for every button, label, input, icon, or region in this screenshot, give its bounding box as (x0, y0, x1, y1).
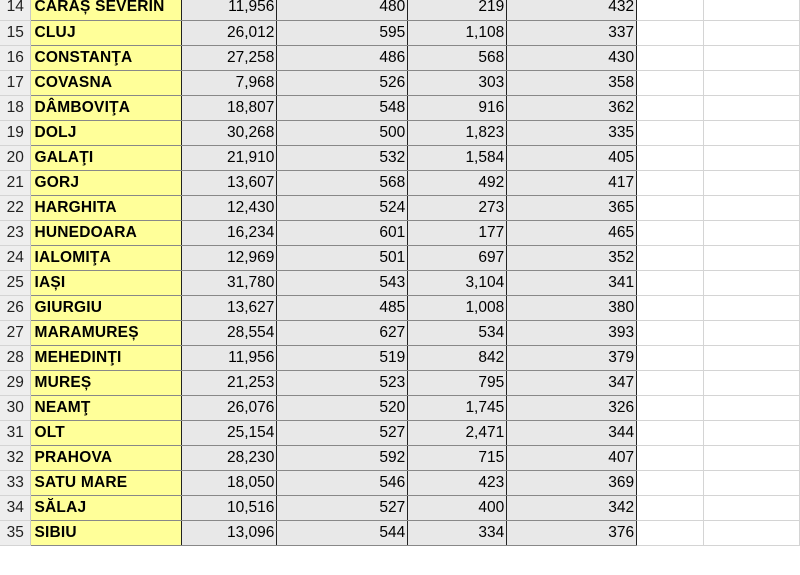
value-cell-col-3[interactable]: 916 (408, 95, 507, 120)
table-row (0, 270, 800, 295)
empty-cell[interactable] (637, 395, 704, 420)
county-name-cell[interactable]: GORJ (31, 170, 182, 195)
empty-cell[interactable] (637, 320, 704, 345)
row-header[interactable]: 22 (0, 195, 31, 220)
value-cell-col-3[interactable]: 334 (408, 520, 507, 545)
value-cell-col-1[interactable]: 28,554 (182, 320, 277, 345)
value-cell-col-4[interactable]: 365 (507, 195, 637, 220)
value-cell-col-4[interactable]: 380 (507, 295, 637, 320)
value-cell-col-2[interactable]: 568 (277, 170, 408, 195)
empty-cell[interactable] (704, 370, 800, 395)
empty-cell[interactable] (637, 170, 704, 195)
value-cell-col-1[interactable]: 21,910 (182, 145, 277, 170)
empty-cell[interactable] (704, 120, 800, 145)
row-header[interactable]: 26 (0, 295, 31, 320)
value-cell-col-3[interactable]: 1,584 (408, 145, 507, 170)
empty-cell[interactable] (637, 420, 704, 445)
value-cell-col-2[interactable]: 527 (277, 495, 408, 520)
table-row (0, 370, 800, 395)
value-cell-col-3[interactable]: 273 (408, 195, 507, 220)
value-cell-col-4[interactable]: 405 (507, 145, 637, 170)
table-row (0, 445, 800, 470)
empty-cell[interactable] (637, 95, 704, 120)
row-header[interactable]: 30 (0, 395, 31, 420)
value-cell-col-1[interactable]: 21,253 (182, 370, 277, 395)
value-cell-col-2[interactable]: 501 (277, 245, 408, 270)
value-cell-col-4[interactable]: 393 (507, 320, 637, 345)
value-cell-col-3[interactable]: 697 (408, 245, 507, 270)
row-header[interactable]: 33 (0, 470, 31, 495)
empty-cell[interactable] (637, 195, 704, 220)
value-cell-col-4[interactable]: 342 (507, 495, 637, 520)
value-cell-col-3[interactable]: 568 (408, 45, 507, 70)
value-cell-col-3[interactable]: 842 (408, 345, 507, 370)
table-row (0, 245, 800, 270)
value-cell-col-2[interactable]: 627 (277, 320, 408, 345)
empty-cell[interactable] (704, 295, 800, 320)
county-name-cell[interactable]: GALAŢI (31, 145, 182, 170)
row-header[interactable]: 23 (0, 220, 31, 245)
row-header[interactable]: 31 (0, 420, 31, 445)
table-row (0, 195, 800, 220)
row-header[interactable]: 25 (0, 270, 31, 295)
value-cell-col-3[interactable]: 303 (408, 70, 507, 95)
value-cell-col-1[interactable]: 26,076 (182, 395, 277, 420)
value-cell-col-3[interactable]: 1,745 (408, 395, 507, 420)
value-cell-col-2[interactable]: 486 (277, 45, 408, 70)
value-cell-col-2[interactable]: 519 (277, 345, 408, 370)
value-cell-col-4[interactable]: 369 (507, 470, 637, 495)
value-cell-col-1[interactable]: 18,050 (182, 470, 277, 495)
value-cell-col-1[interactable]: 13,096 (182, 520, 277, 545)
empty-cell[interactable] (704, 245, 800, 270)
empty-cell[interactable] (704, 395, 800, 420)
row-header[interactable]: 16 (0, 45, 31, 70)
empty-cell[interactable] (704, 0, 800, 20)
table-row (0, 395, 800, 420)
county-name-cell[interactable]: DOLJ (31, 120, 182, 145)
table-row (0, 170, 800, 195)
value-cell-col-4[interactable]: 465 (507, 220, 637, 245)
value-cell-col-1[interactable]: 26,012 (182, 20, 277, 45)
county-name-cell[interactable]: CONSTANŢA (31, 45, 182, 70)
table-row (0, 295, 800, 320)
empty-cell[interactable] (704, 470, 800, 495)
value-cell-col-3[interactable]: 492 (408, 170, 507, 195)
value-cell-col-1[interactable]: 25,154 (182, 420, 277, 445)
value-cell-col-1[interactable]: 10,516 (182, 495, 277, 520)
table-row (0, 320, 800, 345)
empty-cell[interactable] (704, 520, 800, 545)
row-header[interactable]: 20 (0, 145, 31, 170)
empty-cell[interactable] (637, 0, 704, 20)
row-header[interactable]: 15 (0, 20, 31, 45)
value-cell-col-3[interactable]: 2,471 (408, 420, 507, 445)
value-cell-col-4[interactable]: 379 (507, 345, 637, 370)
empty-cell[interactable] (704, 195, 800, 220)
row-header[interactable]: 18 (0, 95, 31, 120)
value-cell-col-3[interactable]: 1,008 (408, 295, 507, 320)
value-cell-col-2[interactable]: 520 (277, 395, 408, 420)
value-cell-col-2[interactable]: 546 (277, 470, 408, 495)
value-cell-col-3[interactable]: 177 (408, 220, 507, 245)
value-cell-col-4[interactable]: 352 (507, 245, 637, 270)
empty-cell[interactable] (637, 445, 704, 470)
value-cell-col-4[interactable]: 326 (507, 395, 637, 420)
table-row (0, 420, 800, 445)
empty-cell[interactable] (704, 220, 800, 245)
empty-cell[interactable] (637, 245, 704, 270)
value-cell-col-2[interactable]: 527 (277, 420, 408, 445)
value-cell-col-1[interactable]: 11,956 (182, 345, 277, 370)
empty-cell[interactable] (637, 520, 704, 545)
value-cell-col-1[interactable]: 11,956 (182, 0, 277, 20)
value-cell-col-1[interactable]: 30,268 (182, 120, 277, 145)
value-cell-col-2[interactable]: 500 (277, 120, 408, 145)
county-name-cell[interactable]: CARAȘ SEVERIN (31, 0, 182, 20)
row-header[interactable]: 19 (0, 120, 31, 145)
value-cell-col-2[interactable]: 480 (277, 0, 408, 20)
county-name-cell[interactable]: SĂLAJ (31, 495, 182, 520)
county-name-cell[interactable]: OLT (31, 420, 182, 445)
value-cell-col-4[interactable]: 341 (507, 270, 637, 295)
value-cell-col-3[interactable]: 534 (408, 320, 507, 345)
value-cell-col-3[interactable]: 423 (408, 470, 507, 495)
value-cell-col-2[interactable]: 524 (277, 195, 408, 220)
value-cell-col-4[interactable]: 376 (507, 520, 637, 545)
value-cell-col-3[interactable]: 400 (408, 495, 507, 520)
row-header[interactable]: 29 (0, 370, 31, 395)
table-row (0, 145, 800, 170)
value-cell-col-1[interactable]: 31,780 (182, 270, 277, 295)
empty-cell[interactable] (704, 320, 800, 345)
value-cell-col-4[interactable]: 417 (507, 170, 637, 195)
value-cell-col-4[interactable]: 347 (507, 370, 637, 395)
county-name-cell[interactable]: NEAMŢ (31, 395, 182, 420)
row-header[interactable]: 24 (0, 245, 31, 270)
empty-cell[interactable] (704, 20, 800, 45)
county-name-cell[interactable]: SIBIU (31, 520, 182, 545)
table-row (0, 20, 800, 45)
value-cell-col-1[interactable]: 7,968 (182, 70, 277, 95)
row-header[interactable]: 14 (0, 0, 31, 20)
table-row (0, 70, 800, 95)
value-cell-col-2[interactable]: 548 (277, 95, 408, 120)
value-cell-col-4[interactable]: 407 (507, 445, 637, 470)
table-row (0, 470, 800, 495)
row-header[interactable]: 28 (0, 345, 31, 370)
table-row (0, 345, 800, 370)
empty-cell[interactable] (704, 445, 800, 470)
empty-cell[interactable] (704, 420, 800, 445)
table-row (0, 495, 800, 520)
value-cell-col-2[interactable]: 523 (277, 370, 408, 395)
empty-cell[interactable] (637, 370, 704, 395)
empty-cell[interactable] (704, 270, 800, 295)
row-header[interactable]: 27 (0, 320, 31, 345)
value-cell-col-1[interactable]: 12,969 (182, 245, 277, 270)
county-name-cell[interactable]: CLUJ (31, 20, 182, 45)
value-cell-col-1[interactable]: 18,807 (182, 95, 277, 120)
empty-cell[interactable] (637, 345, 704, 370)
value-cell-col-4[interactable]: 335 (507, 120, 637, 145)
value-cell-col-3[interactable]: 219 (408, 0, 507, 20)
table-row (0, 120, 800, 145)
value-cell-col-2[interactable]: 601 (277, 220, 408, 245)
empty-cell[interactable] (704, 345, 800, 370)
empty-cell[interactable] (704, 145, 800, 170)
value-cell-col-3[interactable]: 715 (408, 445, 507, 470)
row-header[interactable]: 17 (0, 70, 31, 95)
county-name-cell[interactable]: HUNEDOARA (31, 220, 182, 245)
value-cell-col-3[interactable]: 3,104 (408, 270, 507, 295)
empty-cell[interactable] (637, 470, 704, 495)
empty-cell[interactable] (704, 495, 800, 520)
empty-cell[interactable] (637, 270, 704, 295)
value-cell-col-1[interactable]: 12,430 (182, 195, 277, 220)
county-name-cell[interactable]: COVASNA (31, 70, 182, 95)
county-name-cell[interactable]: MUREȘ (31, 370, 182, 395)
table-row (0, 45, 800, 70)
row-header[interactable]: 35 (0, 520, 31, 545)
empty-cell[interactable] (637, 220, 704, 245)
value-cell-col-4[interactable]: 337 (507, 20, 637, 45)
value-cell-col-1[interactable]: 28,230 (182, 445, 277, 470)
value-cell-col-4[interactable]: 344 (507, 420, 637, 445)
empty-cell[interactable] (704, 95, 800, 120)
county-name-cell[interactable]: PRAHOVA (31, 445, 182, 470)
empty-cell[interactable] (637, 495, 704, 520)
value-cell-col-2[interactable]: 485 (277, 295, 408, 320)
table-row (0, 95, 800, 120)
table-row (0, 220, 800, 245)
county-name-cell[interactable]: GIURGIU (31, 295, 182, 320)
county-name-cell[interactable]: MARAMUREȘ (31, 320, 182, 345)
empty-cell[interactable] (637, 45, 704, 70)
value-cell-col-1[interactable]: 13,627 (182, 295, 277, 320)
value-cell-col-4[interactable]: 362 (507, 95, 637, 120)
value-cell-col-2[interactable]: 532 (277, 145, 408, 170)
value-cell-col-4[interactable]: 432 (507, 0, 637, 20)
value-cell-col-2[interactable]: 543 (277, 270, 408, 295)
empty-cell[interactable] (637, 295, 704, 320)
row-header[interactable]: 34 (0, 495, 31, 520)
empty-cell[interactable] (637, 20, 704, 45)
empty-cell[interactable] (637, 145, 704, 170)
value-cell-col-1[interactable]: 13,607 (182, 170, 277, 195)
county-name-cell[interactable]: HARGHITA (31, 195, 182, 220)
value-cell-col-3[interactable]: 1,108 (408, 20, 507, 45)
value-cell-col-2[interactable]: 592 (277, 445, 408, 470)
row-header[interactable]: 21 (0, 170, 31, 195)
value-cell-col-2[interactable]: 595 (277, 20, 408, 45)
value-cell-col-2[interactable]: 526 (277, 70, 408, 95)
value-cell-col-3[interactable]: 1,823 (408, 120, 507, 145)
empty-cell[interactable] (704, 45, 800, 70)
county-name-cell[interactable]: IAȘI (31, 270, 182, 295)
value-cell-col-1[interactable]: 27,258 (182, 45, 277, 70)
table-row (0, 520, 800, 545)
county-name-cell[interactable]: DÂMBOVIŢA (31, 95, 182, 120)
table-row (0, 0, 800, 20)
row-header[interactable]: 32 (0, 445, 31, 470)
value-cell-col-4[interactable]: 358 (507, 70, 637, 95)
value-cell-col-3[interactable]: 795 (408, 370, 507, 395)
value-cell-col-2[interactable]: 544 (277, 520, 408, 545)
empty-cell[interactable] (637, 120, 704, 145)
county-name-cell[interactable]: SATU MARE (31, 470, 182, 495)
county-name-cell[interactable]: MEHEDINŢI (31, 345, 182, 370)
empty-cell[interactable] (704, 170, 800, 195)
empty-cell[interactable] (637, 70, 704, 95)
county-name-cell[interactable]: IALOMIŢA (31, 245, 182, 270)
empty-cell[interactable] (704, 70, 800, 95)
value-cell-col-4[interactable]: 430 (507, 45, 637, 70)
value-cell-col-1[interactable]: 16,234 (182, 220, 277, 245)
